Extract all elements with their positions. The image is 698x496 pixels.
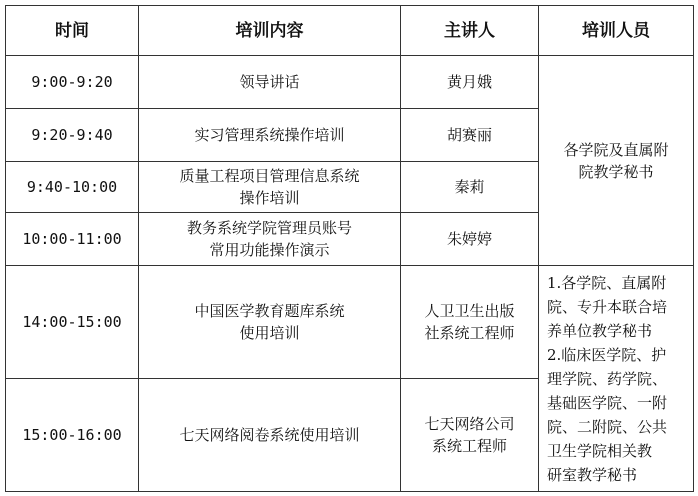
- speaker-line: 秦莉: [454, 178, 485, 196]
- speaker-cell: [401, 109, 539, 162]
- attendees-line: 研室教学秘书: [547, 465, 638, 484]
- attendees-line: 养单位教学秘书: [547, 321, 653, 340]
- content-cell: [139, 162, 401, 213]
- content-line: 七天网络阅卷系统使用培训: [179, 426, 360, 444]
- content-line: 操作培训: [239, 189, 300, 207]
- header-attendees: 培训人员: [539, 6, 694, 56]
- attendees-line: 各学院及直属附: [563, 140, 669, 159]
- header-content: 培训内容: [139, 6, 401, 56]
- content-cell: [139, 266, 401, 379]
- header-time: 时间: [6, 6, 139, 56]
- content-line: 教务系统学院管理员账号: [186, 219, 352, 237]
- speaker-cell: [401, 213, 539, 266]
- attendees-line: 院教学秘书: [578, 162, 654, 181]
- content-cell: [139, 379, 401, 492]
- attendees-line: 院、专升本联合培: [547, 297, 668, 316]
- content-line: 常用功能操作演示: [209, 241, 330, 259]
- time-cell: 9:40-10:00: [6, 162, 139, 213]
- attendees-afternoon-cell: [539, 266, 694, 492]
- attendees-line: 卫生学院相关教: [547, 441, 653, 460]
- content-line: 实习管理系统操作培训: [194, 126, 345, 144]
- speaker-cell: [401, 56, 539, 109]
- header-speaker: 主讲人: [401, 6, 539, 56]
- content-cell: [139, 213, 401, 266]
- attendees-line: 基础医学院、一附: [547, 393, 668, 412]
- speaker-line: 胡赛丽: [446, 126, 492, 144]
- header-row: [6, 6, 694, 56]
- speaker-line: 黄月娥: [446, 73, 492, 91]
- attendees-line: 2.临床医学院、护: [547, 345, 667, 364]
- attendees-line: 院、二附院、公共: [547, 417, 668, 436]
- time-cell: 9:00-9:20: [6, 56, 139, 109]
- content-line: 中国医学教育题库系统: [194, 302, 345, 320]
- attendees-line: 理学院、药学院、: [547, 369, 668, 388]
- content-line: 使用培训: [239, 324, 300, 342]
- time-cell: 14:00-15:00: [6, 266, 139, 379]
- training-schedule-table: [5, 5, 694, 492]
- time-cell: 15:00-16:00: [6, 379, 139, 492]
- content-cell: [139, 56, 401, 109]
- content-line: 领导讲话: [239, 73, 300, 91]
- speaker-cell: [401, 162, 539, 213]
- speaker-line: 系统工程师: [431, 437, 507, 455]
- attendees-line: 1.各学院、直属附: [547, 273, 667, 292]
- content-line: 质量工程项目管理信息系统: [179, 167, 360, 185]
- table-row: [6, 266, 694, 379]
- speaker-line: 人卫卫生出版: [424, 302, 515, 320]
- speaker-cell: [401, 379, 539, 492]
- content-cell: [139, 109, 401, 162]
- time-cell: 9:20-9:40: [6, 109, 139, 162]
- speaker-cell: [401, 266, 539, 379]
- time-cell: 10:00-11:00: [6, 213, 139, 266]
- speaker-line: 朱婷婷: [446, 230, 492, 248]
- speaker-line: 社系统工程师: [424, 324, 515, 342]
- table-row: [6, 56, 694, 109]
- speaker-line: 七天网络公司: [424, 415, 515, 433]
- attendees-morning-cell: [539, 56, 694, 266]
